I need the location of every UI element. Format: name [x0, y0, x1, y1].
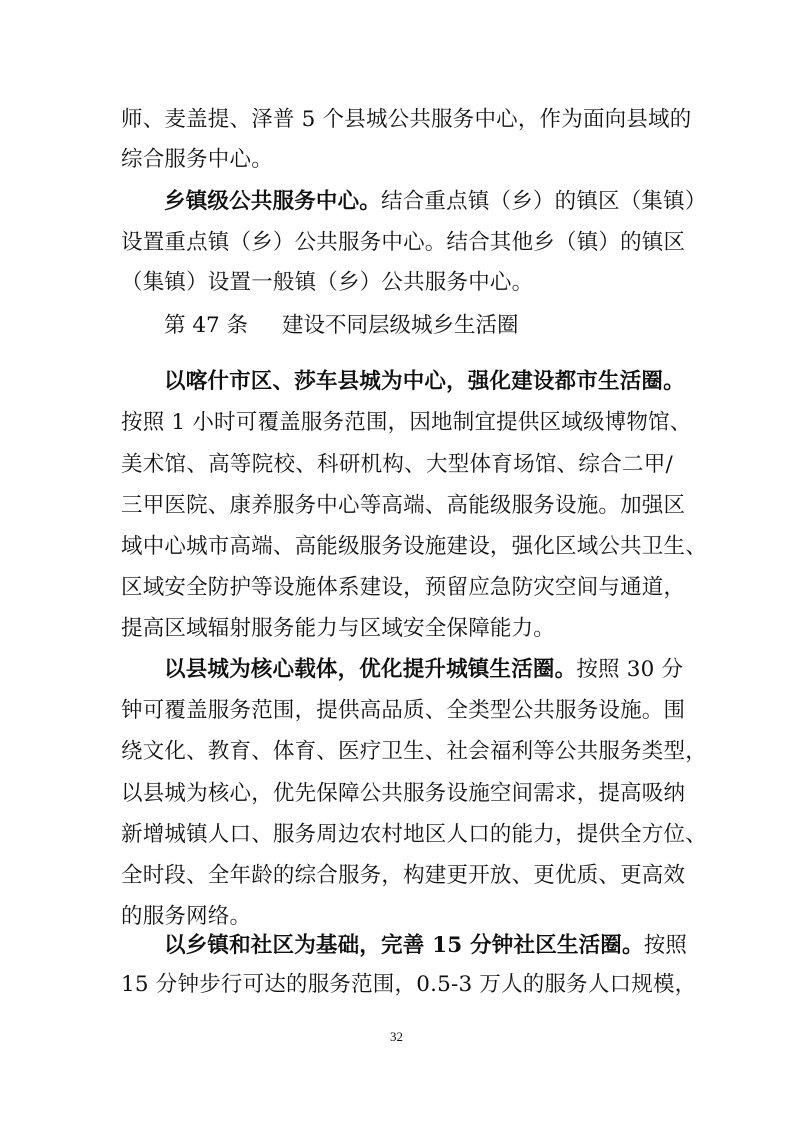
paragraph-line: 综合服务中心。 — [121, 147, 273, 172]
paragraph-line: 三甲医院、康养服务中心等高端、高能级服务设施。加强区 — [121, 493, 686, 518]
paragraph-line — [164, 927, 688, 965]
paragraph-line: 美术馆、高等院校、科研机构、大型体育场馆、综合二甲/ — [121, 452, 673, 477]
article-number: 第 47 条 — [164, 313, 249, 338]
township-heading: 乡镇级公共服务中心。 — [164, 189, 382, 214]
paragraph-line: 新增城镇人口、服务周边农村地区人口的能力，提供全方位、 — [121, 822, 707, 847]
county-heading: 以县城为核心载体，优化提升城镇生活圈。 — [164, 657, 577, 682]
paragraph-line: 15 分钟步行可达的服务范围，0.5-3 万人的服务人口规模， — [121, 972, 697, 997]
article-title: 建设不同层级城乡生活圈 — [282, 313, 519, 338]
paragraph-line: 域中心城市高端、高能级服务设施建设，强化区域公共卫生、 — [121, 534, 707, 559]
paragraph-line: 按照 1 小时可覆盖服务范围，因地制宜提供区域级博物馆、 — [121, 410, 692, 435]
paragraph-line — [164, 651, 684, 689]
metro-heading: 以喀什市区、莎车县城为中心，强化建设都市生活圈。 — [164, 369, 685, 394]
paragraph-line — [164, 183, 707, 221]
paragraph-text: 按照 30 分 — [576, 657, 684, 682]
paragraph-line: 绕文化、教育、体育、医疗卫生、社会福利等公共服务类型， — [121, 739, 707, 764]
paragraph-line: 区域安全防护等设施体系建设，预留应急防灾空间与通道， — [121, 575, 686, 600]
paragraph-line: 设置重点镇（乡）公共服务中心。结合其他乡（镇）的镇区 — [121, 230, 686, 255]
article-heading — [164, 307, 519, 345]
paragraph-text: 结合重点镇（乡）的镇区（集镇） — [381, 189, 707, 214]
paragraph-line: （集镇）设置一般镇（乡）公共服务中心。 — [121, 270, 534, 295]
paragraph-line: 以县城为核心，优先保障公共服务设施空间需求，提高吸纳 — [121, 781, 686, 806]
paragraph-line: 提高区域辐射服务能力与区域安全保障能力。 — [121, 616, 556, 641]
community-heading: 以乡镇和社区为基础，完善 15 分钟社区生活圈。 — [164, 933, 644, 958]
paragraph-line: 的服务网络。 — [121, 904, 252, 929]
paragraph-line: 全时段、全年龄的综合服务，构建更开放、更优质、更高效 — [121, 863, 686, 888]
page-number: 32 — [390, 1029, 403, 1044]
paragraph-line: 师、麦盖提、泽普 5 个县城公共服务中心，作为面向县域的 — [121, 107, 692, 132]
paragraph-text: 按照 — [643, 933, 688, 958]
paragraph-line: 钟可覆盖服务范围，提供高品质、全类型公共服务设施。围 — [121, 698, 686, 723]
